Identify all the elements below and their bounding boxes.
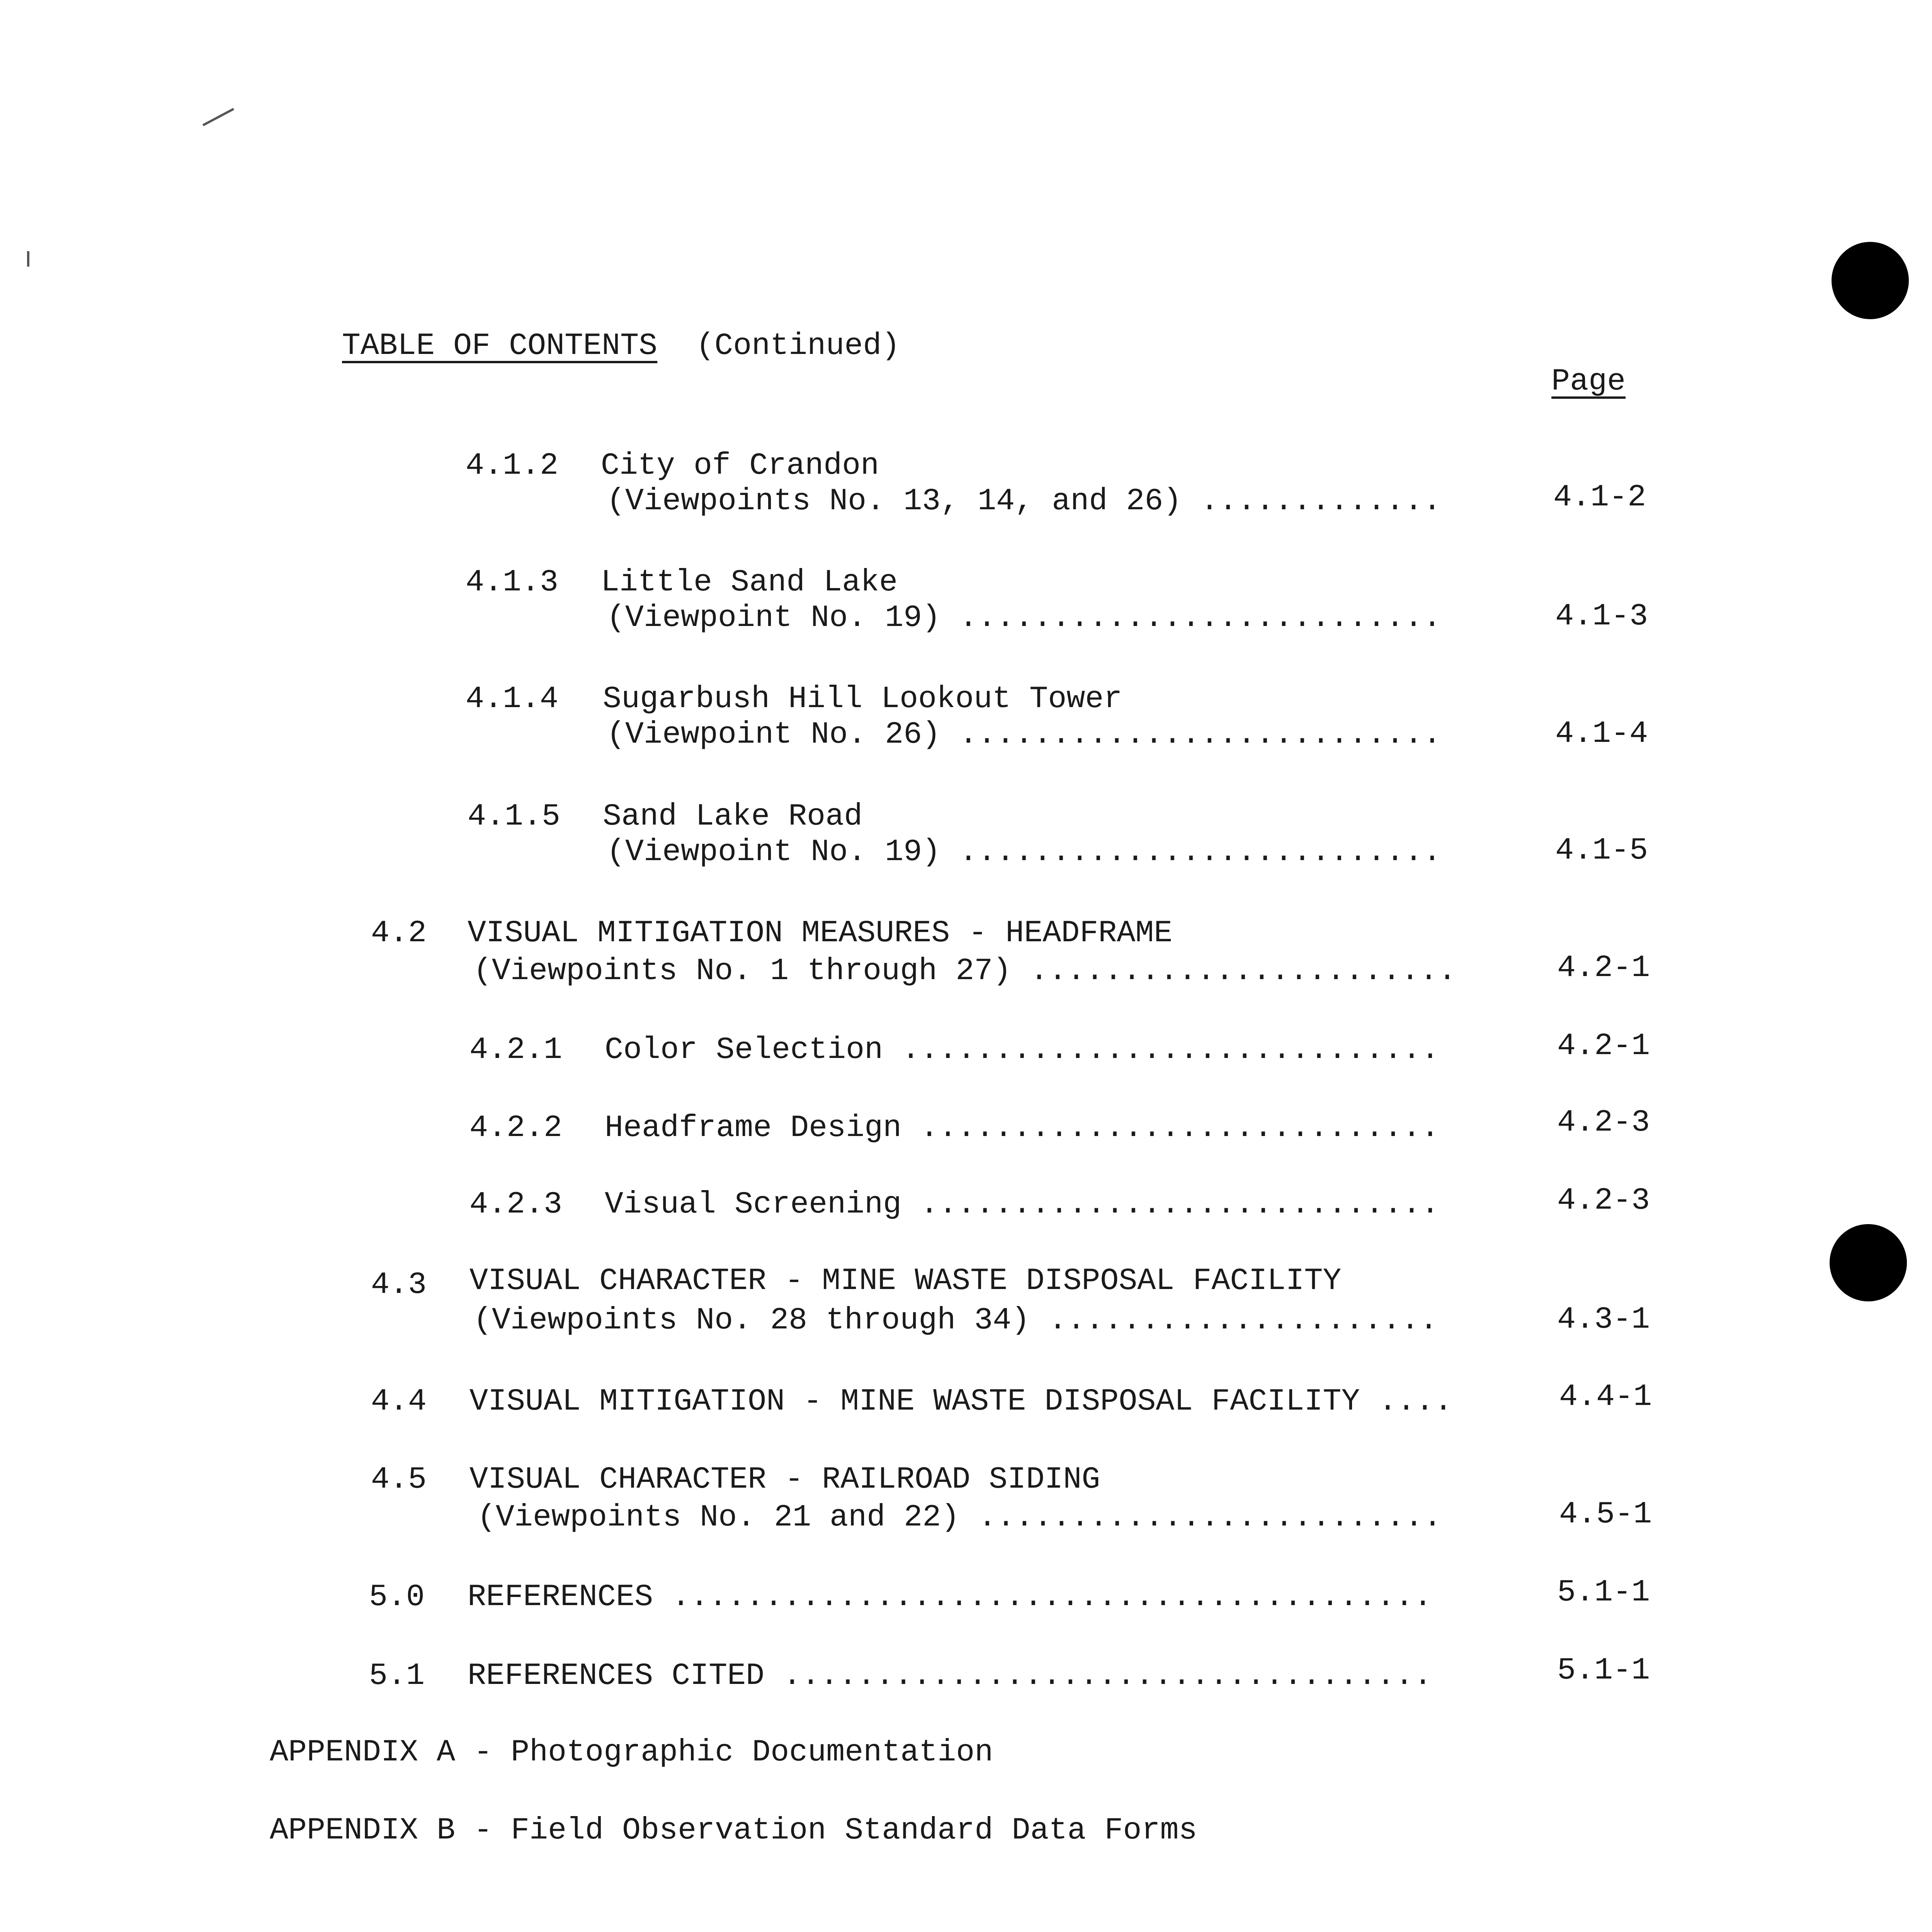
section-title: City of Crandon [601, 448, 879, 483]
toc-entry [0, 1461, 1932, 1539]
page-reference: 4.1-5 [1555, 833, 1648, 868]
section-title: Visual Screening ............................ [605, 1187, 1440, 1222]
toc-entry [0, 1105, 1932, 1148]
section-number: 4.1.3 [466, 565, 559, 600]
section-subtitle: (Viewpoint No. 19) .......................... [607, 600, 1442, 636]
section-subtitle: (Viewpoints No. 1 through 27) ....................... [473, 954, 1457, 989]
page-reference: 4.2-1 [1557, 1029, 1650, 1064]
section-title: Sugarbush Hill Lookout Tower [603, 682, 1122, 717]
scan-mark [27, 251, 29, 267]
page-reference: 4.5-1 [1559, 1497, 1652, 1532]
toc-heading [268, 291, 900, 402]
toc-entry [0, 1264, 1932, 1344]
appendix-entry: APPENDIX A - Photographic Documentation [270, 1735, 993, 1770]
section-number: 4.2.2 [469, 1111, 563, 1146]
toc-entry [0, 1029, 1932, 1070]
toc-title: TABLE OF CONTENTS [342, 328, 658, 364]
toc-continued-label: (Continued) [696, 328, 900, 364]
page-reference: 4.2-3 [1557, 1105, 1650, 1140]
section-subtitle: (Viewpoints No. 21 and 22) ......................... [477, 1500, 1442, 1535]
toc-entry [0, 1653, 1932, 1696]
page-reference: 4.1-3 [1555, 599, 1648, 634]
toc-entry [0, 564, 1932, 641]
section-title: Color Selection ............................. [605, 1032, 1440, 1068]
page-column-header: Page [1551, 364, 1626, 399]
section-title: Sand Lake Road [603, 799, 863, 834]
page-reference: 4.2-1 [1557, 951, 1650, 986]
toc-entry [0, 1379, 1932, 1422]
section-number: 5.1 [369, 1658, 425, 1694]
section-number: 4.1.5 [468, 799, 561, 834]
section-number: 5.0 [369, 1580, 425, 1615]
section-subtitle: (Viewpoints No. 28 through 34) ..................... [473, 1303, 1438, 1338]
toc-entry [0, 447, 1932, 525]
section-title: Headframe Design ............................ [605, 1111, 1440, 1146]
section-title: VISUAL MITIGATION MEASURES - HEADFRAME [468, 916, 1173, 951]
toc-entry [0, 1183, 1932, 1225]
section-number: 4.4 [371, 1384, 427, 1419]
toc-entry [0, 1575, 1932, 1617]
appendix-entry: APPENDIX B - Field Observation Standard Data Forms [270, 1813, 1197, 1848]
section-number: 4.1.2 [466, 448, 559, 483]
toc-entry [0, 915, 1932, 992]
section-title: VISUAL MITIGATION - MINE WASTE DISPOSAL FACILITY .... [469, 1384, 1453, 1419]
section-title: VISUAL CHARACTER - RAILROAD SIDING [469, 1462, 1100, 1497]
section-title: REFERENCES CITED ................................... [468, 1658, 1432, 1694]
section-number: 4.2.1 [469, 1032, 563, 1068]
page-reference: 4.2-3 [1557, 1183, 1650, 1218]
section-title: Little Sand Lake [601, 565, 898, 600]
section-number: 4.1.4 [466, 682, 559, 717]
section-title: VISUAL CHARACTER - MINE WASTE DISPOSAL FACILITY [469, 1264, 1342, 1299]
section-number: 4.2.3 [469, 1187, 563, 1222]
page-reference: 5.1-1 [1557, 1653, 1650, 1688]
page-reference: 4.1-2 [1553, 480, 1646, 515]
toc-entry [0, 681, 1932, 758]
page-reference: 5.1-1 [1557, 1575, 1650, 1610]
toc-entry [0, 798, 1932, 876]
punch-hole-top [1832, 242, 1909, 319]
page-reference: 4.4-1 [1559, 1379, 1652, 1415]
section-number: 4.2 [371, 916, 427, 951]
section-subtitle: (Viewpoint No. 26) .......................... [607, 717, 1442, 752]
section-subtitle: (Viewpoint No. 19) .......................... [607, 835, 1442, 870]
scan-mark [202, 108, 234, 126]
section-subtitle: (Viewpoints No. 13, 14, and 26) ............. [607, 484, 1442, 519]
section-title: REFERENCES ......................................... [468, 1580, 1432, 1615]
page-reference: 4.1-4 [1555, 716, 1648, 752]
section-number: 4.3 [371, 1267, 427, 1303]
section-number: 4.5 [371, 1462, 427, 1497]
page-reference: 4.3-1 [1557, 1302, 1650, 1337]
